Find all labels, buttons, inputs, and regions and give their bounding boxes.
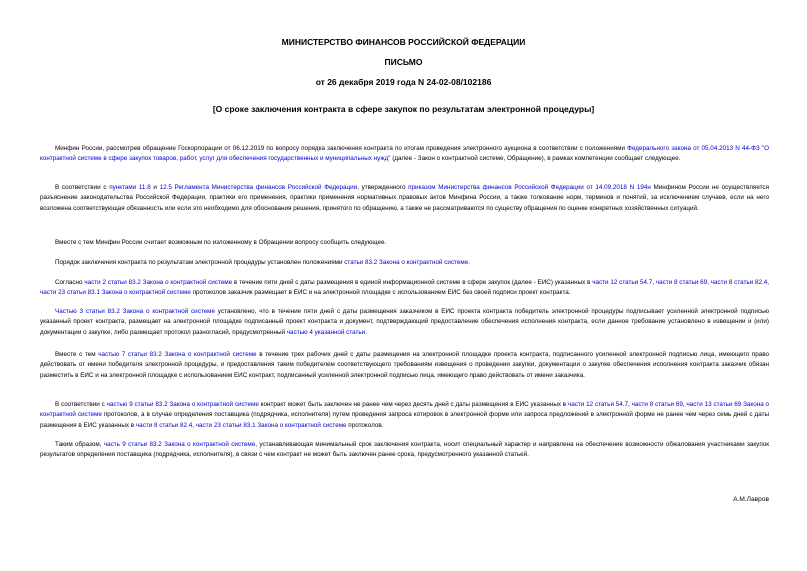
law-reference-link[interactable]: части 8 статьи 82.4	[135, 421, 193, 429]
paragraph-text: и	[150, 184, 160, 191]
law-reference-link[interactable]: приказом Министерства финансов Российской Федерации от 14.09.2018 N 194н	[408, 184, 651, 191]
paragraph-text: ,	[652, 279, 656, 286]
paragraph	[40, 144, 769, 165]
document-date-number: от 26 декабря 2019 года N 24-02-08/102186	[315, 77, 492, 87]
paragraph	[40, 440, 769, 461]
paragraph	[40, 238, 769, 248]
paragraph-text: В соответствии с	[55, 184, 110, 191]
law-reference-link[interactable]: части 23 статьи 83.1 Закона о контрактной системе	[195, 421, 347, 429]
paragraph	[40, 183, 769, 214]
paragraph-text: В соответствии с	[55, 401, 107, 408]
paragraph-text: в течение пяти дней с даты размещения в единой информационной системе в сфере закупок (далее - ЕИС) указанных в	[232, 279, 593, 286]
law-reference-link[interactable]: части 8 статьи 82.4	[710, 279, 768, 286]
document-type: ПИСЬМО	[384, 57, 423, 67]
paragraph-text: ,	[767, 279, 770, 286]
paragraph	[40, 400, 769, 431]
paragraph-text: протоколов заказчик размещает в ЕИС и на электронной площадке с использованием ЕИС без своей подписи проект контракта.	[190, 289, 571, 297]
paragraph-text: Минфином России не осуществляется разъяснение законодательства Российской Федерации, практики его применения, практики применения нормативных правовых актов Минфина России, а также толкование норм, терминов и понятий, за исключением случаев, если на него возложена соответствующая обязанность или если это необходимо для обоснования решения, принятого по обращению, а также не рассматриваются по существу обращения по оценке конкретных хозяйственных ситуаций.	[40, 184, 769, 212]
paragraph-text: в течение трех рабочих дней с даты размещения на электронной площадке проекта контракта, подписанного усиленной электронной подписью лица, имеющего право действовать от имени победителя электронной процедуры, и предоставления таким победителем соответствующего требованиям извещения о проведении закупки, документации о закупке обеспечения исполнения контракта заказчик обязан разместить в ЕИС и на электронной площадке с использованием ЕИС контракт, подписанный усиленной электронной подписью лица, имеющего право действовать от имени заказчика.	[40, 351, 769, 379]
law-reference-link[interactable]: Частью 3 статьи 83.2 Закона о контрактной системе	[55, 308, 215, 315]
signature: А.М.Лавров	[733, 496, 769, 503]
law-reference-link[interactable]: части 12 статьи 54.7	[592, 279, 653, 286]
paragraph	[40, 307, 769, 338]
paragraph-text: Минфин России, рассмотрев обращение Госкорпорации от 06.12.2019 по вопросу порядка заключения контракта по итогам проведения электронного аукциона в соответствии с положениями	[55, 145, 628, 152]
paragraph	[40, 350, 769, 381]
paragraph-text: Вместе с тем Минфин России считает возможным по изложенному в Обращении вопросу сообщить следующее.	[55, 239, 387, 246]
paragraph-text: ,	[682, 401, 687, 408]
paragraph-text: контракт может быть заключен не ранее чем через десять дней с даты размещения в ЕИС указанных в	[258, 401, 568, 408]
paragraph-text: (далее - Закон о контрактной системе, Обращение), в рамках компетенции сообщает следующее.	[390, 155, 681, 163]
law-reference-link[interactable]: части 2 статьи 83.2 Закона о контрактной системе	[84, 279, 233, 286]
paragraph	[40, 278, 769, 299]
ministry-heading: МИНИСТЕРСТВО ФИНАНСОВ РОССИЙСКОЙ ФЕДЕРАЦИИ	[281, 37, 526, 47]
law-reference-link[interactable]: части 12 статьи 54.7	[567, 401, 629, 408]
paragraph-text: Таким образом,	[55, 441, 104, 448]
paragraph-text: .	[468, 259, 470, 266]
law-reference-link[interactable]: части 23 статьи 83.1 Закона о контрактной системе	[40, 289, 191, 297]
law-reference-link[interactable]: части 8 статьи 69	[655, 279, 708, 286]
law-reference-link[interactable]: Федерального закона от 05.04.2013 N 44-ФЗ "О контрактной системе в сфере закупок товаров, работ, услуг для обеспечения государственных и муниципальных нужд"	[40, 145, 769, 163]
paragraph-text: Вместе с тем	[55, 351, 99, 358]
law-reference-link[interactable]: частью 7 статьи 83.2 Закона о контрактной системе	[98, 351, 257, 358]
law-reference-link[interactable]: части 13 статьи 69 Закона о контрактной системе	[40, 401, 770, 419]
law-reference-link[interactable]: часть 9 статьи 83.2 Закона о контрактной системе	[103, 441, 256, 448]
document-subject: [О сроке заключения контракта в сфере закупок по результатам электронной процедуры]	[212, 104, 595, 114]
paragraph-text: Согласно	[55, 279, 85, 286]
law-reference-link[interactable]: 12.5 Регламента Министерства финансов Российской Федерации	[159, 184, 358, 191]
paragraph-text: установлено, что в течение пяти дней с даты размещения заказчиком в ЕИС проекта контракта победитель электронной процедуры подписывает усиленной электронной подписью указанный проект контракта, размещает на электронной площадке подписанный проект контракта и документ, подтверждающий предоставление обеспечения исполнения контракта, если данное требование установлено в извещении и (или) документации о закупке, либо размещает протокол разногласий, предусмотренный	[40, 308, 769, 336]
paragraph-text: ,	[192, 421, 196, 429]
law-reference-link[interactable]: частью 4 указанной статьи	[286, 328, 366, 336]
law-reference-link[interactable]: части 8 статьи 69	[631, 401, 683, 408]
law-reference-link[interactable]: пунктами 11.8	[109, 184, 151, 191]
paragraph-text: ,	[707, 279, 711, 286]
paragraph-text: протоколов, а в случае определения поставщика (подрядчика, исполнителя) путем проведения запроса котировок в электронной форме или запроса предложений в электронной форме не ранее чем через семь дней с даты размещения в ЕИС указанных в	[40, 411, 769, 429]
paragraph-text: протоколов.	[346, 421, 384, 429]
paragraph-text: ,	[628, 401, 632, 408]
paragraph	[40, 258, 769, 268]
paragraph-text: , устанавливающая минимальный срок заключения контракта, носит специальный характер и направлена на обеспечение возможности обжалования участниками закупок результатов определения поставщика (подрядчика, исполнителя), в связи с чем контракт не может быть заключен ранее срока, предусмотренного указанной статьей.	[40, 441, 769, 459]
law-reference-link[interactable]: частью 9 статьи 83.2 Закона о контрактной системе	[106, 401, 259, 408]
paragraph-text: Порядок заключения контракта по результатам электронной процедуры установлен положениями	[55, 259, 345, 266]
paragraph-text: .	[365, 328, 367, 336]
law-reference-link[interactable]: статьи 83.2 Закона о контрактной системе	[344, 259, 469, 266]
paragraph-text: , утвержденного	[357, 184, 409, 191]
